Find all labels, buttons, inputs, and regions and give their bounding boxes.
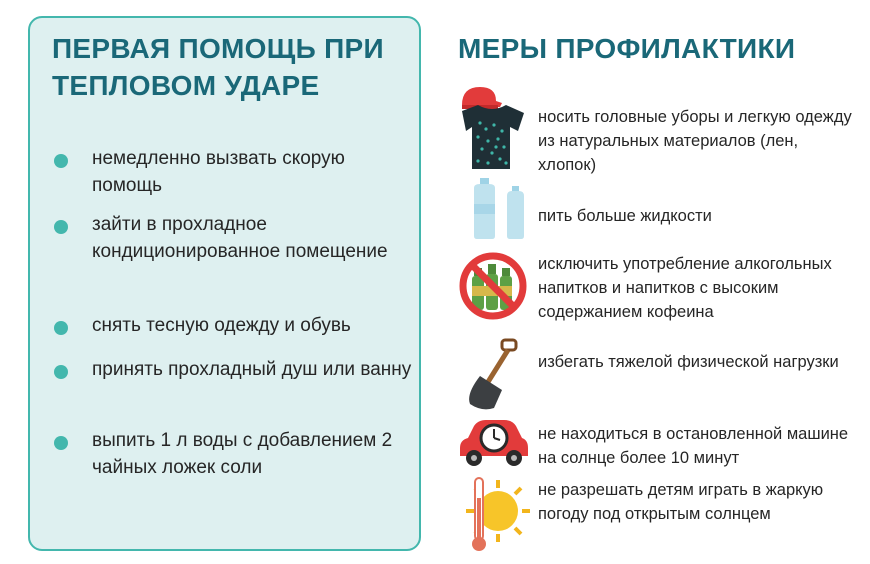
prevention-item-text: не разрешать детям играть в жаркую погоду под открытым солнцем xyxy=(538,481,824,523)
prevention-item-physical xyxy=(458,338,863,412)
bullet-dot-icon xyxy=(54,154,68,168)
prevention-item-text: пить больше жидкости xyxy=(538,207,712,225)
prevention-item-clothing xyxy=(458,85,863,175)
bullet-dot-icon xyxy=(54,365,68,379)
bullet-dot-icon xyxy=(54,321,68,335)
first-aid-item-text: зайти в прохладное кондиционированное помещение xyxy=(92,214,388,262)
prevention-item-alcohol xyxy=(458,250,863,326)
sun-thermometer-icon xyxy=(458,474,530,554)
cap-and-tshirt-icon xyxy=(458,85,528,175)
shovel-icon xyxy=(458,338,528,412)
prevention-title: МЕРЫ ПРОФИЛАКТИКИ xyxy=(458,33,796,64)
bullet-dot-icon xyxy=(54,436,68,450)
water-bottles-icon xyxy=(458,178,528,240)
no-alcohol-icon xyxy=(458,250,528,322)
first-aid-panel xyxy=(28,16,421,551)
prevention-item-text: исключить употребление алкогольных напитков и напитков с высоким содержанием кофеина xyxy=(538,255,832,321)
first-aid-item-text: принять прохладный душ или ванну xyxy=(92,359,412,380)
prevention-item-sun xyxy=(458,474,863,554)
car-clock-icon xyxy=(458,418,530,470)
first-aid-item-text: немедленно вызвать скорую помощь xyxy=(92,148,345,196)
prevention-item-text: не находиться в остановленной машине на солнце более 10 минут xyxy=(538,425,849,467)
first-aid-item-text: выпить 1 л воды с добавлением 2 чайных ложек соли xyxy=(92,430,393,478)
prevention-item-text: носить головные уборы и легкую одежду из натуральных материалов (лен, хлопок) xyxy=(538,108,852,174)
prevention-item-car xyxy=(458,418,863,470)
first-aid-item-text: снять тесную одежду и обувь xyxy=(92,315,351,336)
prevention-item-water xyxy=(458,178,863,240)
prevention-item-text: избегать тяжелой физической нагрузки xyxy=(538,353,839,371)
bullet-dot-icon xyxy=(54,220,68,234)
first-aid-title: ПЕРВАЯ ПОМОЩЬ ПРИ ТЕПЛОВОМ УДАРЕ xyxy=(52,33,384,101)
